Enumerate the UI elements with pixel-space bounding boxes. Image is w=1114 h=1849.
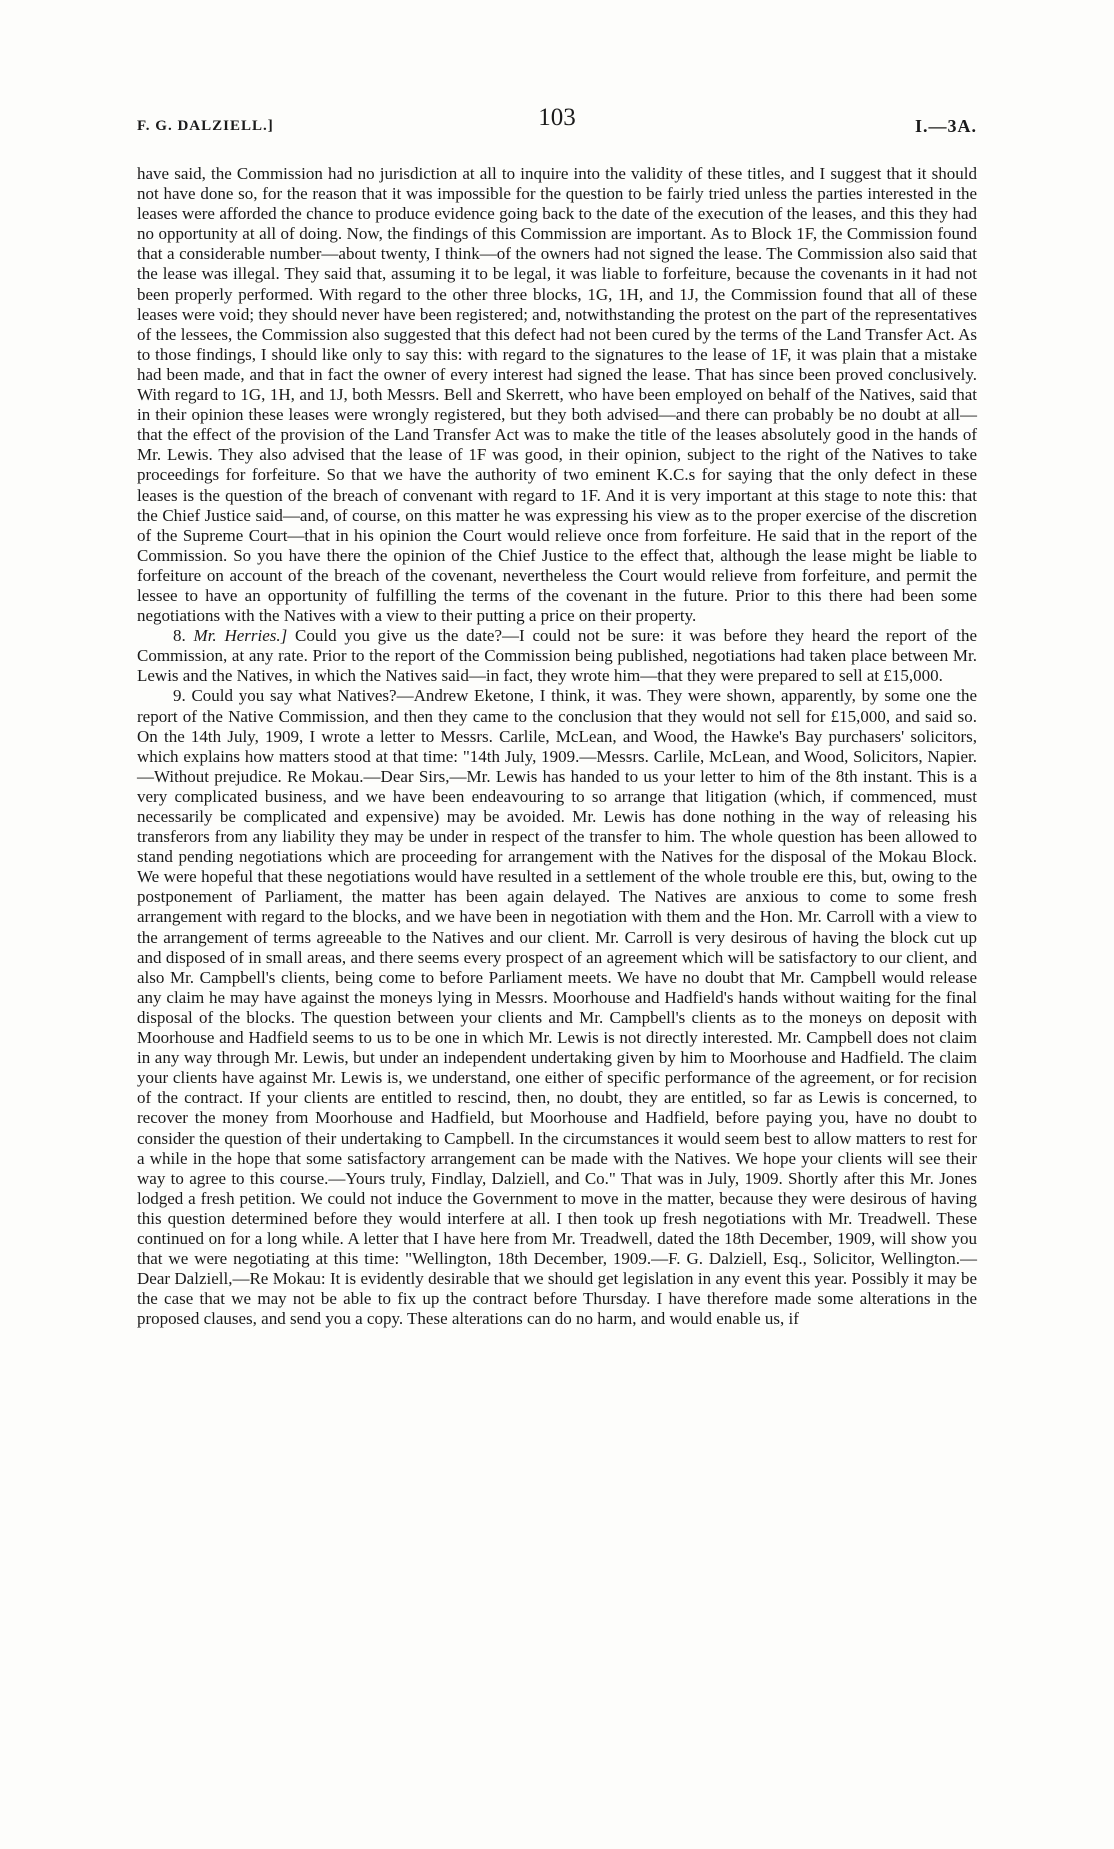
question-8 <box>137 626 977 686</box>
question-number: 8. <box>173 626 186 646</box>
document-reference: I.—3A. <box>914 116 977 136</box>
page-number: 103 <box>538 104 576 131</box>
question-number: 9. <box>173 686 186 706</box>
author-running-head: F. G. DALZIELL.] <box>137 118 274 134</box>
page-header <box>137 104 977 144</box>
question-text: Could you say what Natives?—Andrew Eketone, I think, it was. They were shown, apparently, by some one the report of the Native Commission, and then they came to the conclusion that they would not sell for £15,000, and said so. On the 14th July, 1909, I wrote a letter to Messrs. Carlile, McLean, and Wood, the Hawke's Bay purchasers' solicitors, which explains how matters stood at that time: "14th July, 1909.—Messrs. Carlile, McLean, and Wood, Solicitors, Napier.—Without prejudice. Re Mokau.—Dear Sirs,—Mr. Lewis has handed to us your letter to him of the 8th instant. This is a very complicated business, and we have been endeavouring to so arrange that litigation (which, if commenced, must necessarily be complicated and expensive) may be avoided. Mr. Lewis has done nothing in the way of releasing his transferors from any liability they may be under in respect of the transfer to him. The whole question has been allowed to stand pending negotiations which are proceeding for arrangement with the Natives for the disposal of the Mokau Block. We were hopeful that these negotiations would have resulted in a settlement of the whole trouble ere this, but, owing to the postponement of Parliament, the matter has been again delayed. The Natives are anxious to come to some fresh arrangement with regard to the blocks, and we have been in negotiation with them and the Hon. Mr. Carroll with a view to the arrangement of terms agreeable to the Natives and our client. Mr. Carroll is very desirous of having the block cut up and disposed of in small areas, and there seems every prospect of an agreement which will be satisfactory to our client, and also Mr. Campbell's clients, being come to before Parliament meets. We have no doubt that Mr. Campbell would release any claim he may have against the moneys lying in Messrs. Moorhouse and Hadfield's hands without waiting for the final disposal of the blocks. The question between your clients and Mr. Campbell's clients as to the moneys on deposit with Moorhouse and Hadfield seems to us to be one in which Mr. Lewis is not directly interested. Mr. Campbell does not claim in any way through Mr. Lewis, but under an independent undertaking given by him to Moorhouse and Hadfield. The claim your clients have against Mr. Lewis is, we understand, one either of specific performance of the agreement, or for recision of the contract. If your clients are entitled to rescind, then, no doubt, they are entitled, so far as Lewis is concerned, to recover the money from Moorhouse and Hadfield, but Moorhouse and Hadfield, before paying you, have no doubt to consider the question of their undertaking to Campbell. In the circumstances it would seem best to allow matters to rest for a while in the hope that some satisfactory arrangement can be made with the Natives. We hope your clients will see their way to agree to this course.—Yours truly, Findlay, Dalziell, and Co." That was in July, 1909. Shortly after this Mr. Jones lodged a fresh petition. We could not induce the Government to move in the matter, because they were desirous of having this question determined before they would interfere at all. I then took up fresh negotiations with Mr. Treadwell. These continued on for a long while. A letter that I have here from Mr. Treadwell, dated the 18th December, 1909, will show you that we were negotiating at this time: "Wellington, 18th December, 1909.—F. G. Dalziell, Esq., Solicitor, Wellington.—Dear Dalziell,—Re Mokau: It is evidently desirable that we should get legislation in any event this year. Possibly it may be the case that we may not be able to fix up the contract before Thursday. I have therefore made some alterations in the proposed clauses, and send you a copy. These alterations can do no harm, and would enable us, if <box>137 686 977 1329</box>
question-9 <box>137 686 977 1329</box>
document-body <box>137 164 977 1329</box>
question-speaker: Mr. Herries.] <box>193 626 288 646</box>
paragraph-continued: have said, the Commission had no jurisdiction at all to inquire into the validity of these titles, and I suggest that it should not have done so, for the reason that it was impossible for the question to be fairly tried unless the parties interested in the leases were afforded the chance to produce evidence going back to the date of the execution of the leases, and this they had no opportunity at all of doing. Now, the findings of this Commission are important. As to Block 1F, the Commission found that a considerable number—about twenty, I think—of the owners had not signed the lease. The Commission also said that the lease was illegal. They said that, assuming it to be legal, it was liable to forfeiture, because the covenants in it had not been properly performed. With regard to the other three blocks, 1G, 1H, and 1J, the Commission found that all of these leases were void; they should never have been registered; and, notwithstanding the protest on the part of the representatives of the lessees, the Commission also suggested that this defect had not been cured by the terms of the Land Transfer Act. As to those findings, I should like only to say this: with regard to the signatures to the lease of 1F, it was plain that a mistake had been made, and that in fact the owner of every interest had signed the lease. That has since been proved conclusively. With regard to 1G, 1H, and 1J, both Messrs. Bell and Skerrett, who have been employed on behalf of the Natives, said that in their opinion these leases were wrongly registered, but they both advised—and there can probably be no doubt at all—that the effect of the provision of the Land Transfer Act was to make the title of the leases absolutely good in the hands of Mr. Lewis. They also advised that the lease of 1F was good, in their opinion, subject to the right of the Natives to take proceedings for forfeiture. So that we have the authority of two eminent K.C.s for saying that the only defect in these leases is the question of the breach of convenant with regard to 1F. And it is very important at this stage to note this: that the Chief Justice said—and, of course, on this matter he was expressing his view as to the proper exercise of the discretion of the Supreme Court—that in his opinion the Court would relieve once from forfeiture. He said that in the report of the Commission. So you have there the opinion of the Chief Justice to the effect that, although the lease might be liable to forfeiture on account of the breach of the covenant, nevertheless the Court would relieve from forfeiture, and permit the lessee to have an opportunity of fulfilling the terms of the covenant in the future. Prior to this there had been some negotiations with the Natives with a view to their putting a price on their property. <box>137 164 977 626</box>
question-text: Could you give us the date?—I could not be sure: it was before they heard the report of the Commission, at any rate. Prior to the report of the Commission being published, negotiations had taken place between Mr. Lewis and the Natives, in which the Natives said—in fact, they wrote him—that they were prepared to sell at £15,000. <box>137 626 977 686</box>
